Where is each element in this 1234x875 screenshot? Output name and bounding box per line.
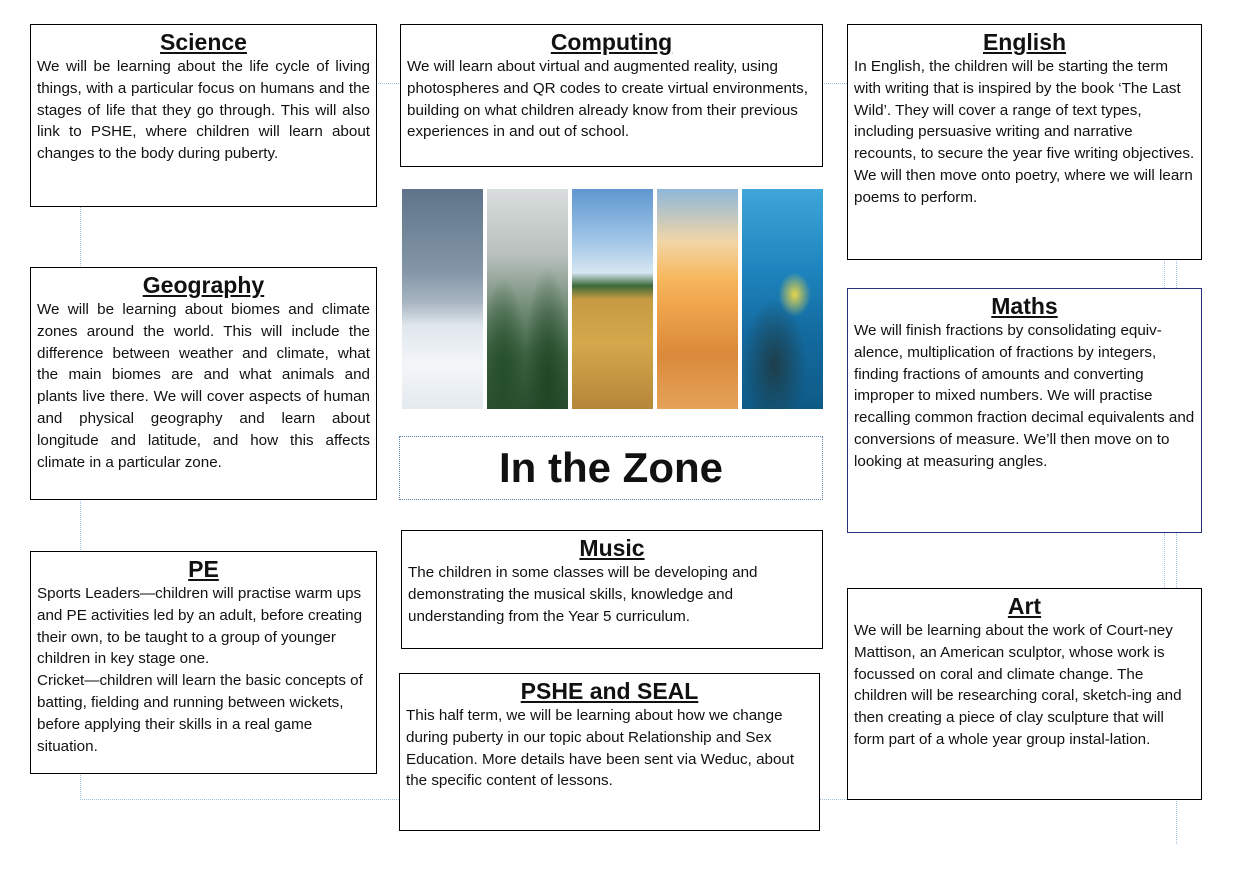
science-heading: Science	[160, 29, 247, 55]
geography-box	[30, 267, 377, 500]
pe-text-cricket: Cricket—children will learn the basic concepts of batting, fielding and running between wickets, before applying their skills in a real game situation.	[37, 672, 363, 755]
maths-heading: Maths	[991, 293, 1058, 319]
pshe-box	[399, 673, 820, 831]
computing-box	[400, 24, 823, 167]
art-text: We will be learning about the work of Court-ney Mattison, an American sculptor, whose work is focussed on coral and climate change. The children will be researching coral, sketch-ing and then creating a piece of clay sculpture that will form part of a whole year group instal-lation.	[854, 622, 1182, 748]
computing-text: We will learn about virtual and augmented reality, using photospheres and QR codes to create virtual environments, building on what children already know from their previous experiences in and out of school.	[407, 58, 809, 141]
desert-dunes-panel	[657, 189, 738, 409]
title-box	[399, 436, 823, 500]
music-box	[401, 530, 823, 649]
computing-heading: Computing	[550, 29, 673, 55]
geography-text: We will be learning about biomes and climate zones around the world. This will include the difference between weather and climate, what the main biomes are and what animals and plants live there. We will cover aspects of human and physical geography and learn about longitude and latitude, and how this affects climate in a particular zone.	[37, 301, 370, 471]
english-text: In English, the children will be starting the term with writing that is inspired by the book ‘The Last Wild’. They will cover a range of text types, including persuasive writing and narrative recounts, to secure the year five writing objectives. We will then move onto poetry, where we will learn poems to perform.	[854, 58, 1195, 206]
maths-box	[847, 288, 1202, 533]
art-heading: Art	[1007, 593, 1042, 619]
snow-landscape-panel	[402, 189, 483, 409]
pshe-heading: PSHE and SEAL	[520, 678, 699, 704]
geography-heading: Geography	[142, 272, 265, 298]
english-box	[847, 24, 1202, 260]
maths-text: We will finish fractions by consolidating equiv-alence, multiplication of fractions by integers, finding fractions of amounts and converting improper to mixed numbers. We will practise recalling common fraction decimal equivalents and conversions of measure. We’ll then move on to looking at measuring angles.	[854, 322, 1195, 470]
pe-heading: PE	[188, 556, 219, 582]
pe-box	[30, 551, 377, 774]
art-box	[847, 588, 1202, 800]
biomes-image	[402, 189, 823, 409]
music-text: The children in some classes will be developing and demonstrating the musical skills, knowledge and understanding from the Year 5 curriculum.	[408, 564, 758, 625]
science-box	[30, 24, 377, 207]
grassland-panel	[572, 189, 653, 409]
coral-reef-panel	[742, 189, 823, 409]
page-title: In the Zone	[499, 444, 723, 491]
misty-forest-panel	[487, 189, 568, 409]
music-heading: Music	[579, 535, 645, 561]
pshe-text: This half term, we will be learning about how we change during puberty in our topic about Relationship and Sex Education. More details have been sent via Weduc, about the specific content of lessons.	[406, 707, 795, 790]
science-text: We will be learning about the life cycle of living things, with a particular focus on humans and the stages of life that they go through. This will also link to PSHE, where children will learn about changes to the body during puberty.	[37, 58, 370, 163]
pe-text-sports-leaders: Sports Leaders—children will practise warm ups and PE activities led by an adult, before creating their own, to be taught to a group of younger children in key stage one.	[37, 585, 363, 668]
english-heading: English	[982, 29, 1067, 55]
